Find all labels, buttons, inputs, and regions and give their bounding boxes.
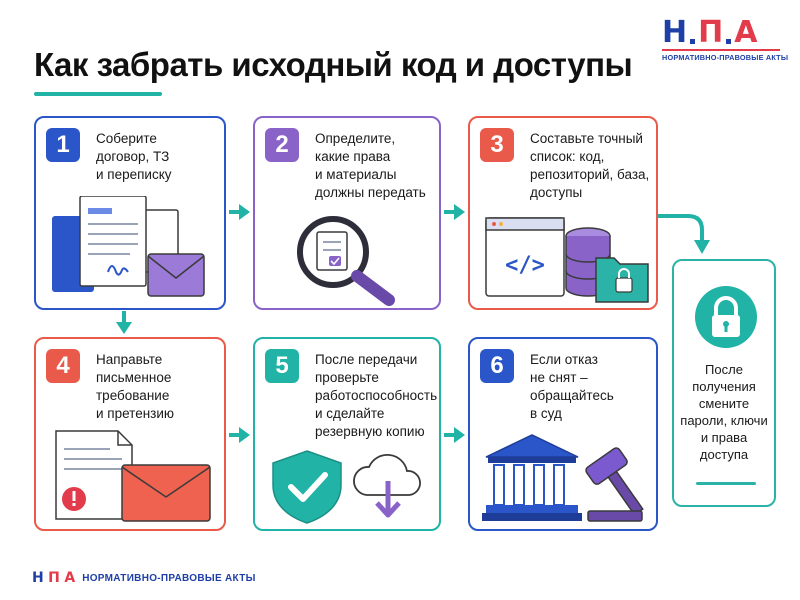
step-number-badge: 4	[46, 349, 80, 383]
logo-letter-n: Н	[662, 15, 688, 50]
step-card-4	[34, 337, 226, 531]
final-step-text: После получения смените пароли, ключи и права доступа	[680, 362, 768, 462]
footer-letter-a: А	[64, 570, 76, 586]
court-gavel-icon	[482, 431, 652, 527]
magnifier-document-icon	[293, 214, 403, 306]
step-text: Определите, какие права и материалы должны передать	[315, 131, 426, 200]
step-card-6	[468, 337, 658, 531]
arrow-right-icon	[229, 426, 251, 444]
documents-envelope-icon	[50, 196, 220, 300]
npa-logo	[662, 15, 789, 62]
step-card-2	[253, 116, 441, 310]
step-text: Составьте точный список: код, репозиторий, база, доступы	[530, 131, 650, 200]
arrow-right-icon	[444, 426, 466, 444]
step-number-badge: 3	[480, 128, 514, 162]
padlock-icon	[694, 285, 758, 349]
arrow-right-icon	[444, 203, 466, 221]
logo-letter-a: А	[734, 15, 758, 50]
logo-letter-p: П	[698, 15, 724, 50]
svg-text:</>: </>	[505, 253, 545, 278]
footer-letter-n: Н	[32, 570, 44, 586]
final-step-underline	[696, 482, 756, 485]
step-card-1	[34, 116, 226, 310]
arrow-curve-down-icon	[658, 206, 720, 258]
arrow-right-icon	[229, 203, 251, 221]
title-underline	[34, 92, 162, 96]
shield-cloud-download-icon	[271, 449, 431, 525]
step-card-5	[253, 337, 441, 531]
warning-letter-envelope-icon	[52, 427, 214, 523]
footer-letter-p: П	[48, 570, 60, 586]
step-number-badge: 6	[480, 349, 514, 383]
step-number-badge: 2	[265, 128, 299, 162]
footer-logo	[32, 569, 256, 587]
logo-subtitle: НОРМАТИВНО-ПРАВОВЫЕ АКТЫ	[662, 49, 780, 62]
code-database-folder-icon	[484, 216, 654, 306]
final-step-card	[672, 259, 776, 507]
step-text: Направьте письменное требование и претензию	[96, 352, 175, 421]
step-number-badge: 5	[265, 349, 299, 383]
step-text: Соберите договор, ТЗ и переписку	[96, 131, 172, 182]
arrow-down-icon	[115, 311, 133, 335]
page-title: Как забрать исходный код и доступы	[34, 46, 633, 83]
step-card-3	[468, 116, 658, 310]
step-number-badge: 1	[46, 128, 80, 162]
footer-text: НОРМАТИВНО-ПРАВОВЫЕ АКТЫ	[82, 572, 256, 584]
step-text: После передачи проверьте работоспособность и сделайте резервную копию	[315, 352, 438, 439]
step-text: Если отказ не снят – обращайтесь в суд	[530, 352, 614, 421]
